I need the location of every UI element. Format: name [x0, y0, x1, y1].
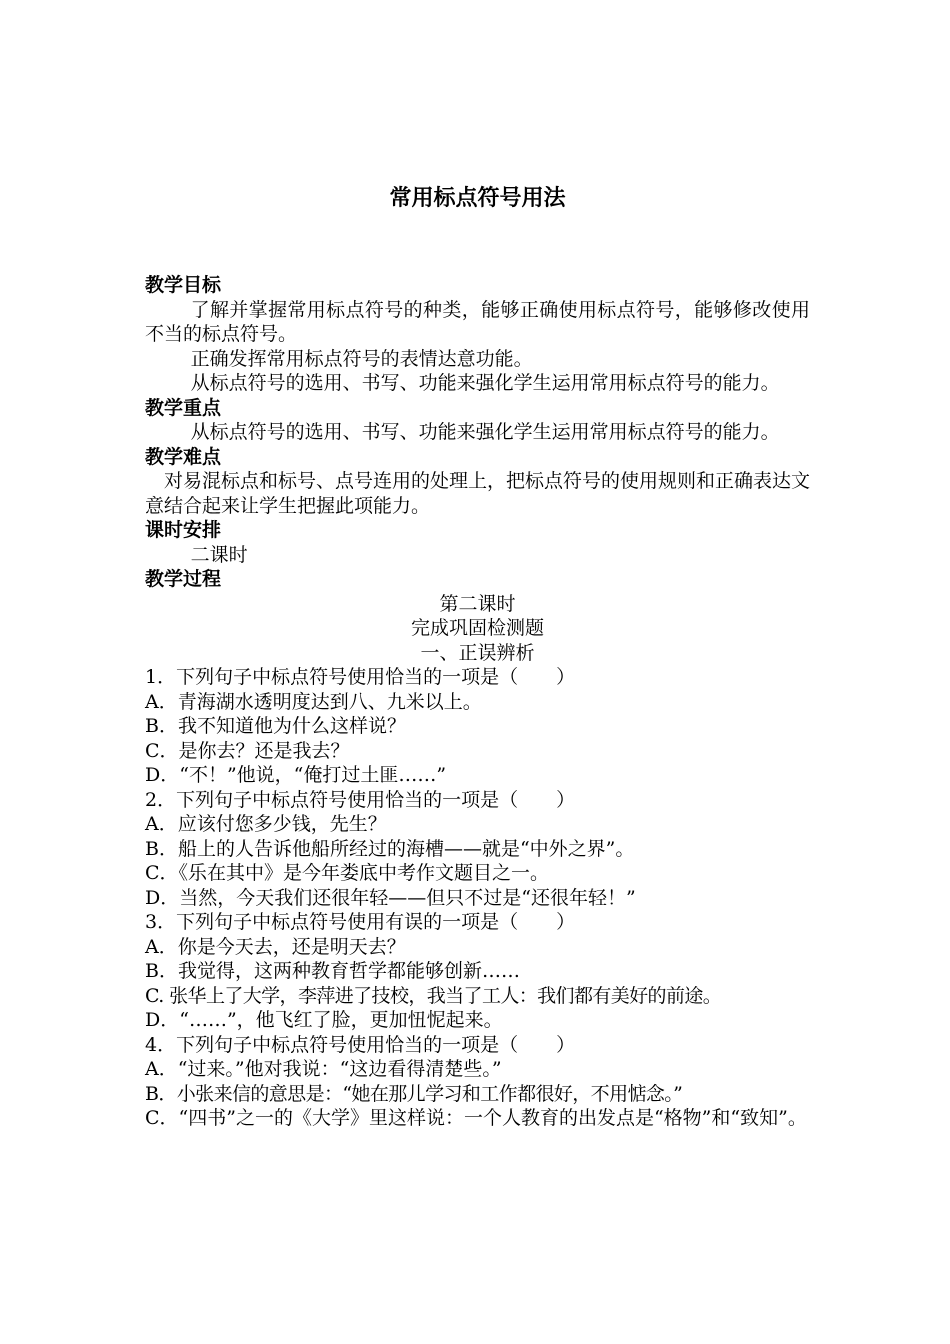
- question-option: D．“……”，他飞红了脸，更加忸怩起来。: [145, 1009, 503, 1031]
- goals-paragraph-3: 从标点符号的选用、书写、功能来强化学生运用常用标点符号的能力。: [190, 372, 780, 394]
- question-option: A．青海湖水透明度达到八、九米以上。: [145, 690, 482, 713]
- document-body: [145, 273, 810, 1131]
- section-heading-goals: 教学目标: [145, 274, 222, 296]
- goals-paragraph-1: 了解并掌握常用标点符号的种类，能够正确使用标点符号，能够修改使用不当的标点符号。: [145, 298, 810, 345]
- question-option: B．小张来信的意思是：“她在那儿学习和工作都很好，不用惦念。”: [145, 1082, 683, 1105]
- section-heading-process: 教学过程: [145, 568, 222, 590]
- section-heading-schedule: 课时安排: [145, 519, 222, 541]
- question-option: D．当然，今天我们还很年轻——但只不过是“还很年轻！”: [145, 886, 636, 909]
- question-option: A．“过来。”他对我说：“这边看得清楚些。”: [145, 1058, 502, 1080]
- question-option: B．船上的人告诉他船所经过的海槽——就是“中外之界”。: [145, 837, 635, 860]
- difficulties-paragraph: 对易混标点和标号、点号连用的处理上，把标点符号的使用规则和正确表达文意结合起来让学生把握此项能力。: [145, 470, 811, 517]
- question-option: C．“四书”之一的《大学》里这样说：一个人教育的出发点是“格物”和“致知”。: [145, 1107, 807, 1129]
- question-option: A．应该付您多少钱，先生？: [145, 813, 387, 835]
- question-option: B．我觉得，这两种教育哲学都能够创新……: [145, 960, 520, 982]
- question-stem: 2．下列句子中标点符号使用恰当的一项是（ ）: [145, 788, 576, 811]
- goals-paragraph-2: 正确发挥常用标点符号的表情达意功能。: [190, 347, 533, 370]
- question-option: B．我不知道他为什么这样说？: [145, 715, 406, 737]
- question-option: C．是你去？还是我去？: [145, 739, 350, 762]
- question-option: C. 张华上了大学，李萍进了技校，我当了工人：我们都有美好的前途。: [145, 984, 722, 1007]
- question-option: D．“不！”他说，“俺打过土匪……”: [145, 764, 447, 786]
- key-points-paragraph: 从标点符号的选用、书写、功能来强化学生运用常用标点符号的能力。: [190, 421, 780, 443]
- section-heading-difficulties: 教学难点: [145, 445, 222, 468]
- question-stem: 1．下列句子中标点符号使用恰当的一项是（ ）: [145, 666, 576, 688]
- question-option: C．《乐在其中》是今年娄底中考作文题目之一。: [145, 862, 550, 884]
- lesson-task: 完成巩固检测题: [410, 617, 544, 639]
- section-heading-key-points: 教学重点: [145, 396, 222, 419]
- document-title: 常用标点符号用法: [389, 186, 566, 211]
- lesson-session: 第二课时: [439, 592, 516, 615]
- question-stem: 4．下列句子中标点符号使用恰当的一项是（ ）: [145, 1033, 576, 1056]
- schedule-paragraph: 二课时: [190, 543, 248, 566]
- question-option: A．你是今天去，还是明天去？: [145, 935, 406, 958]
- question-stem: 3．下列句子中标点符号使用有误的一项是（ ）: [145, 911, 576, 933]
- lesson-part: 一、正误辨析: [420, 641, 535, 664]
